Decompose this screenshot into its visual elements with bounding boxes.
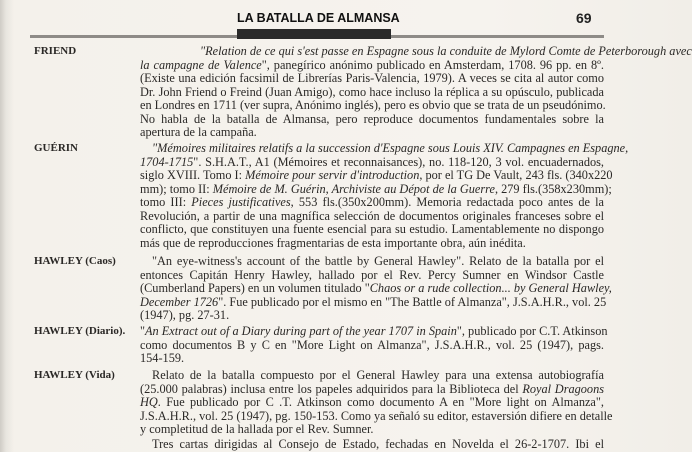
text-run: , 553 fls.(350x200mm). Memoria redactada poco antes de la <box>290 195 604 209</box>
entry-label: HAWLEY (Vida) <box>34 369 115 381</box>
text-run: "An eye-witness's account of the battle by General Hawley". Relato de la batalla por el <box>152 254 604 268</box>
text-run: . Fue publicado por C .T. Atkinson como documento A en "More light on Almanza", <box>157 395 604 409</box>
entry-text <box>140 324 608 366</box>
text-run: No habla de la batalla de Almansa, pero reproduce documentos fundamentales sobre la <box>140 111 604 126</box>
entry-text <box>140 254 612 323</box>
entry-label: HAWLEY (Diario). <box>34 325 126 337</box>
italic-title: December 1726 <box>140 294 219 309</box>
text-line <box>140 369 604 383</box>
text-run: (Existe una edición facsimil de Librerías Paris-Valencia, 1979). A veces se cita al autor como <box>140 71 604 85</box>
text-line <box>140 438 604 452</box>
text-run: mm); tomo II: <box>140 181 213 196</box>
italic-title: Mémoire pour servir d'introduction <box>245 168 420 182</box>
text-run: entonces Capitán Henry Hawley, hallado por el Rev. Percy Sumner en Windsor Castle <box>140 267 604 282</box>
text-run: en Londres en 1711 (ver supra, Anónimo inglés), pero es obvio que se trata de un pseudónimo. <box>140 98 606 112</box>
italic-title: la campagne de Valence <box>140 57 262 72</box>
text-line <box>140 223 604 237</box>
italic-title: HQ <box>140 395 158 409</box>
text-line <box>140 181 612 197</box>
italic-title: Chaos or a rude collection... by General Hawley, <box>369 281 612 295</box>
text-line <box>140 141 629 156</box>
italic-title: "Relation de ce qui s'est passe en Espagne sous la conduite de Mylord Comte de Peterborough avec <box>200 44 692 58</box>
italic-title: Royal Dragoons <box>522 381 605 396</box>
text-run: (1947), pg. 27-31. <box>140 308 230 322</box>
text-run: 154-159. <box>140 351 185 365</box>
entry-label: FRIEND <box>34 45 77 57</box>
text-line <box>140 408 613 424</box>
text-line <box>140 126 604 140</box>
text-run: , por el TG De Vault, 243 fls. (340x220 <box>419 168 613 182</box>
page-number: 69 <box>576 10 592 26</box>
text-run: Tres cartas dirigidas al Consejo de Estado, fechadas en Novelda el 26-2-1707. Ibi el <box>152 437 604 451</box>
text-run: , 279 fls.(358x230mm); <box>494 181 612 196</box>
text-line <box>140 339 604 353</box>
text-line <box>140 86 604 100</box>
italic-title: 1704-1715 <box>140 154 194 169</box>
text-run: (25.000 palabras) inclusa entre los papeles adquiridos para la Biblioteca del <box>140 381 523 396</box>
text-run: ". S.H.A.T., A1 (Mémoires et reconnaisances), no. 118-120, 3 vol. encuadernados, <box>193 154 604 169</box>
text-run: J.S.A.H.R., vol. 25 (1947), pg. 150-153. Como ya señaló su editor, estaversión difiere en detalle <box>140 408 613 423</box>
text-run: (Cumberland Papers) en un volumen titulado " <box>140 281 370 295</box>
text-line <box>140 237 604 251</box>
text-run: ", panegírico anónimo publicado en Amsterdam, 1708. 96 pp. en 8º. <box>261 57 605 72</box>
text-line <box>140 59 604 73</box>
text-line <box>140 156 604 170</box>
text-run: ", publicado por C.T. Atkinson <box>456 324 608 338</box>
text-run: conflicto, que constituyen una fuente esencial para su estudio. Lamentablemente no dispongo <box>140 222 604 236</box>
text-line <box>140 210 604 224</box>
entry-label: HAWLEY (Caos) <box>34 255 116 267</box>
header-rule-block <box>237 29 391 39</box>
italic-title: Mémoire de M. Guérin, Archiviste au Dépot de la Guerre <box>212 181 495 196</box>
text-line <box>140 113 604 127</box>
text-run: apertura de la campaña. <box>140 125 257 139</box>
entry-text <box>140 438 604 452</box>
text-line <box>140 44 692 59</box>
text-run: siglo XVIII. Tomo I: <box>140 168 246 182</box>
entry-text <box>140 44 692 140</box>
text-line <box>140 423 604 437</box>
italic-title: Pieces justificatives <box>191 195 291 209</box>
text-line <box>140 294 607 310</box>
text-line <box>140 324 608 339</box>
text-line <box>140 72 604 86</box>
text-line <box>140 281 612 296</box>
text-run: Revolución, a partir de una magnífica selección de documentos originales franceses sobre el <box>140 208 604 223</box>
text-line <box>140 309 604 323</box>
text-run: tomo III: <box>140 195 192 209</box>
text-run: más que de reproducciones fragmentarias de esta importante obra, aún inédita. <box>140 235 526 250</box>
header-title: LA BATALLA DE ALMANSA <box>237 11 400 25</box>
text-run: Dr. John Friend o Freind (Juan Amigo), como hace incluso la réplica a su opúsculo, publicada <box>140 84 604 99</box>
text-line <box>140 383 604 397</box>
text-line <box>140 196 604 210</box>
entry-text <box>140 141 629 250</box>
text-line <box>140 168 613 183</box>
entry-label: GUÉRIN <box>34 142 79 154</box>
text-run: Relato de la batalla compuesto por el General Hawley para una extensa autobiografía <box>152 368 604 382</box>
italic-title: "Mémoires militaires relatifs a la succession d'Espagne sous Louis XIV. Campagnes en Espagne, <box>152 141 629 155</box>
italic-title: An Extract out of a Diary during part of the year 1707 in Spain <box>145 324 457 338</box>
entry-text <box>140 368 613 437</box>
text-line <box>140 396 604 410</box>
text-line <box>140 352 604 366</box>
text-run: como documentos B y C en "More Light on Almanza", J.S.A.H.R., vol. 25 (1947), pags. <box>140 337 604 352</box>
text-run: ". Fue publicado por el mismo en "The Battle of Almanza", J.S.A.H.R., vol. 25 <box>218 294 607 309</box>
text-line <box>140 99 604 113</box>
text-line <box>140 255 604 269</box>
text-run: " <box>140 324 146 338</box>
text-run: y completitud de la hallada por el Rev. Sumner. <box>140 422 374 436</box>
text-line <box>140 269 604 283</box>
